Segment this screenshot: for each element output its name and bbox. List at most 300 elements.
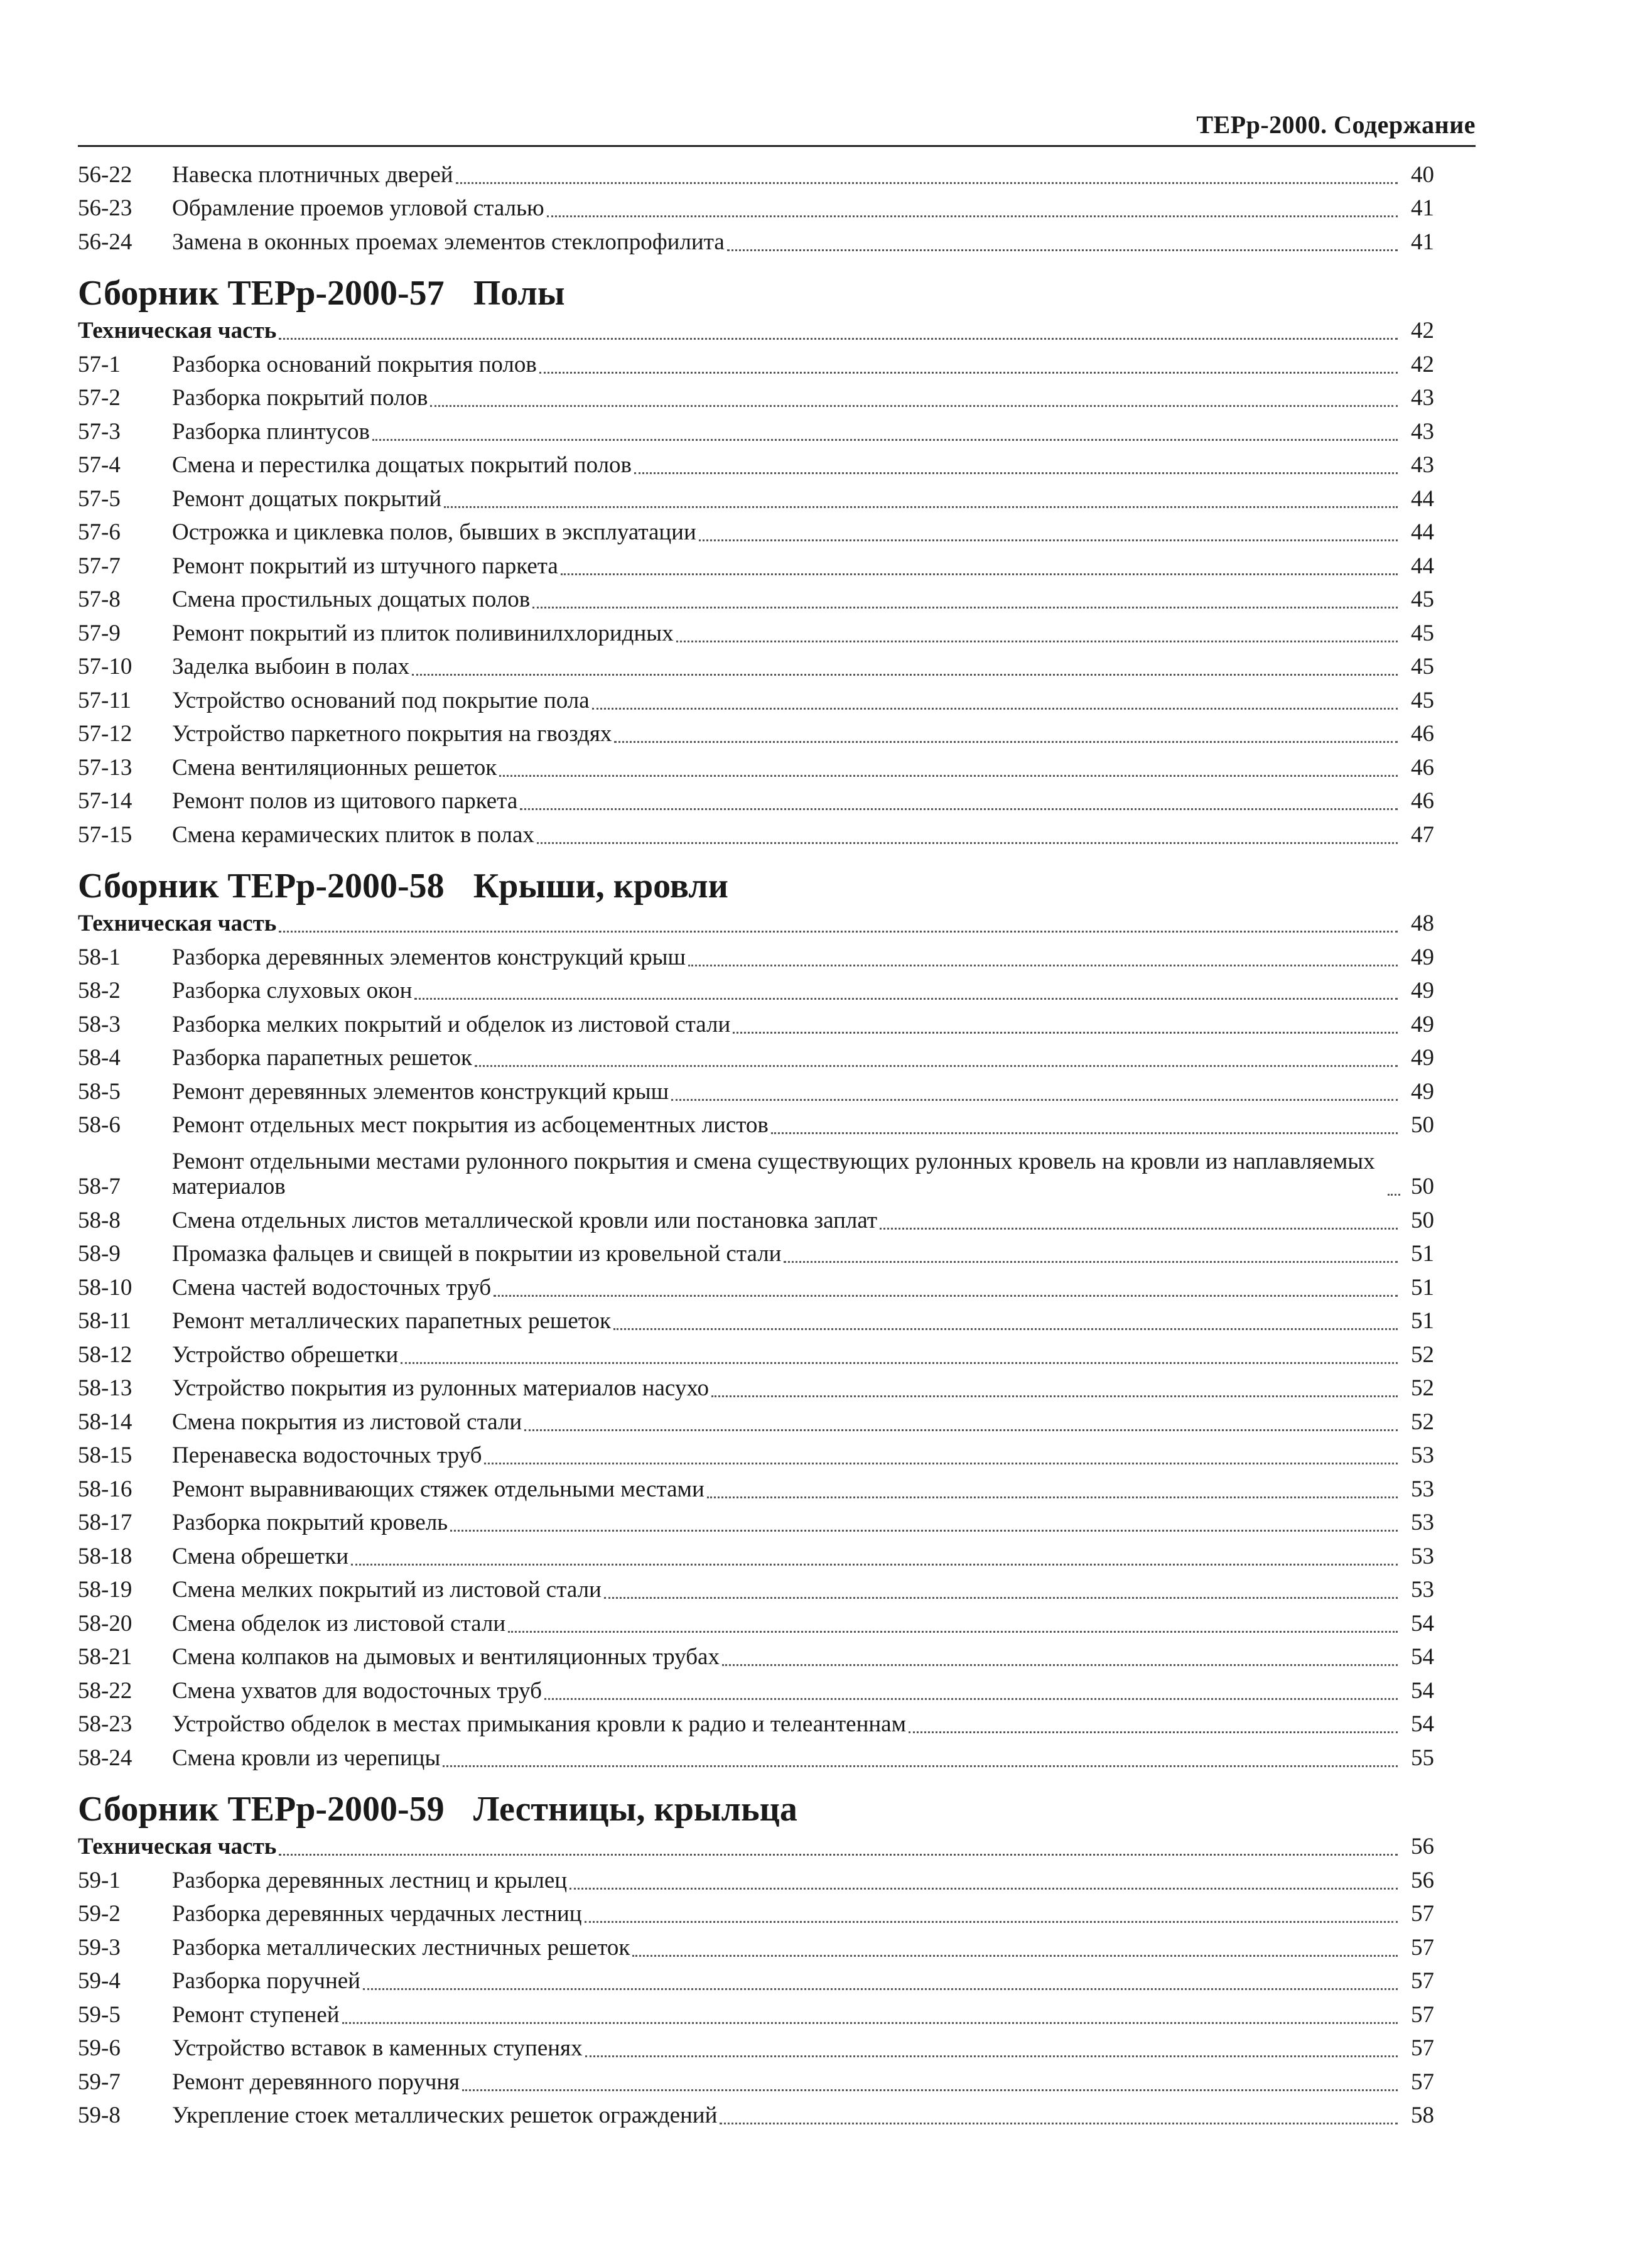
entry-page-number: 44 [1411, 553, 1434, 579]
entry-page-number: 52 [1411, 1409, 1434, 1435]
toc-entry[interactable] [78, 939, 1434, 973]
entry-number: 57-13 [78, 754, 132, 781]
toc-entry[interactable] [78, 191, 1434, 225]
entry-page-number: 55 [1411, 1745, 1434, 1771]
entry-number: 58-2 [78, 978, 121, 1004]
entry-page-number: 52 [1411, 1341, 1434, 1368]
entry-body [172, 755, 1434, 784]
dot-leader [634, 472, 1398, 474]
entry-page-number: 44 [1411, 519, 1434, 546]
dot-leader [414, 998, 1398, 1000]
dot-leader [494, 1295, 1398, 1297]
dot-leader [720, 2123, 1398, 2124]
entry-page-number: 49 [1411, 1045, 1434, 1071]
entry-title: Укрепление стоек металлических решеток ограждений [172, 2102, 718, 2129]
dot-leader [401, 1362, 1398, 1364]
toc-entry[interactable] [78, 381, 1434, 414]
dot-leader [444, 506, 1398, 508]
entry-number: 59-6 [78, 2035, 121, 2062]
entry-page-number: 43 [1411, 418, 1434, 445]
dot-leader [784, 1261, 1398, 1263]
entry-page-number: 53 [1411, 1543, 1434, 1569]
toc-entry[interactable] [78, 1640, 1434, 1674]
entry-body [172, 1868, 1434, 1896]
entry-page-number: 46 [1411, 754, 1434, 781]
toc-entry[interactable] [78, 448, 1434, 482]
dot-leader [547, 215, 1398, 217]
entry-title: Ремонт ступеней [172, 2001, 340, 2028]
entry-body [172, 1149, 1434, 1203]
entry-title: Смена колпаков на дымовых и вентиляционных трубах [172, 1644, 720, 1670]
toc-entry[interactable] [78, 1007, 1434, 1041]
entry-number: 59-1 [78, 1867, 121, 1893]
technical-part-entry[interactable] [78, 1829, 1434, 1863]
dot-leader [570, 1888, 1398, 1890]
dot-leader [585, 2055, 1398, 2057]
entry-body [172, 654, 1434, 683]
dot-leader [456, 182, 1398, 184]
entry-title: Ремонт деревянного поручня [172, 2069, 460, 2095]
entry-page-number: 51 [1411, 1241, 1434, 1267]
dot-leader [592, 708, 1398, 710]
dot-leader [539, 372, 1398, 374]
toc-entry[interactable] [78, 1606, 1434, 1640]
entry-title: Разборка плинтусов [172, 418, 370, 445]
toc-entry[interactable] [78, 717, 1434, 750]
entry-body [78, 1834, 1434, 1863]
entry-number: 59-4 [78, 1968, 121, 1994]
entry-title: Разборка деревянных лестниц и крылец [172, 1867, 568, 1893]
entry-number: 59-2 [78, 1901, 121, 1927]
section-code: Сборник ТЕРр-2000-57 [78, 273, 445, 313]
entry-title: Разборка парапетных решеток [172, 1045, 472, 1071]
entry-body [172, 1309, 1434, 1337]
entry-title: Смена мелких покрытий из листовой стали [172, 1577, 602, 1603]
entry-body [172, 554, 1434, 582]
dot-leader [499, 775, 1398, 777]
entry-title: Ремонт отдельными местами рулонного покрытия и смена существующих рулонных кровель на кровли из наплавляемых материалов [172, 1148, 1375, 1200]
toc-entry[interactable] [78, 1863, 1434, 1896]
entry-body [172, 1012, 1434, 1041]
dot-leader [1388, 1194, 1400, 1196]
entry-body [172, 1477, 1434, 1505]
entry-title: Ремонт деревянных элементов конструкций крыш [172, 1078, 669, 1105]
entry-page-number: 57 [1411, 1901, 1434, 1927]
entry-title: Смена обрешетки [172, 1543, 349, 1569]
toc-entry[interactable] [78, 414, 1434, 448]
entry-number: 58-11 [78, 1308, 131, 1334]
entry-page-number: 57 [1411, 2001, 1434, 2028]
entry-page-number: 54 [1411, 1711, 1434, 1738]
entry-page-number: 44 [1411, 485, 1434, 512]
section-name: Полы [473, 273, 565, 313]
entry-title: Ремонт покрытий из плиток поливинилхлоридных [172, 620, 674, 646]
toc-entry[interactable] [78, 1673, 1434, 1707]
toc-entry[interactable] [78, 582, 1434, 616]
toc-entry[interactable] [78, 1141, 1434, 1203]
entry-body [172, 163, 1434, 191]
toc-entry[interactable] [78, 1236, 1434, 1270]
entry-page-number: 43 [1411, 452, 1434, 479]
entry-title: Ремонт металлических парапетных решеток [172, 1308, 611, 1334]
technical-part-entry[interactable] [78, 313, 1434, 347]
entry-title: Разборка металлических лестничных решеток [172, 1934, 630, 1961]
toc-entry[interactable] [78, 1041, 1434, 1074]
entry-page-number: 46 [1411, 788, 1434, 814]
entry-body [172, 352, 1434, 381]
entry-body [172, 1611, 1434, 1640]
toc-entry[interactable] [78, 548, 1434, 582]
entry-title: Ремонт выравнивающих стяжек отдельными местами [172, 1476, 705, 1502]
toc-entry[interactable] [78, 1108, 1434, 1142]
dot-leader [699, 539, 1398, 541]
entry-number: 58-16 [78, 1476, 132, 1502]
entry-title: Ремонт дощатых покрытий [172, 485, 442, 512]
toc-entry[interactable] [78, 1074, 1434, 1108]
entry-page-number: 56 [1411, 1867, 1434, 1893]
entry-body [172, 386, 1434, 414]
entry-number: 58-13 [78, 1375, 132, 1402]
entry-title: Разборка деревянных чердачных лестниц [172, 1901, 582, 1927]
entry-body [172, 1113, 1434, 1141]
entry-page-number: 53 [1411, 1476, 1434, 1502]
entry-title: Ремонт полов из щитового паркета [172, 788, 518, 814]
entry-page-number: 54 [1411, 1644, 1434, 1670]
toc-entry[interactable] [78, 615, 1434, 649]
entry-page-number: 48 [1411, 911, 1434, 937]
entry-number: 57-8 [78, 587, 121, 613]
section-name: Лестницы, крыльца [473, 1789, 797, 1829]
section-heading [78, 258, 1434, 313]
entry-body [172, 520, 1434, 548]
entry-number: 59-5 [78, 2001, 121, 2028]
entry-body [172, 1410, 1434, 1438]
entry-number: 58-22 [78, 1677, 132, 1704]
entry-body [172, 1242, 1434, 1270]
entry-number: 59-8 [78, 2102, 121, 2129]
entry-page-number: 41 [1411, 229, 1434, 255]
dot-leader [771, 1132, 1398, 1134]
entry-number: 56-22 [78, 161, 132, 188]
entry-number: 58-3 [78, 1011, 121, 1037]
entry-page-number: 52 [1411, 1375, 1434, 1402]
entry-body [172, 230, 1434, 258]
toc-entry[interactable] [78, 1203, 1434, 1236]
entry-number: 57-9 [78, 620, 121, 646]
entry-title: Навеска плотничных дверей [172, 161, 453, 188]
entry-page-number: 49 [1411, 1078, 1434, 1105]
toc-entry[interactable] [78, 1930, 1434, 1964]
entry-number: 58-18 [78, 1543, 132, 1569]
entry-body [172, 621, 1434, 649]
table-of-contents [78, 157, 1434, 2131]
dot-leader [351, 1564, 1398, 1566]
toc-entry[interactable] [78, 1337, 1434, 1371]
entry-body [172, 2003, 1434, 2031]
entry-number: 58-10 [78, 1274, 132, 1301]
entry-body [78, 911, 1434, 939]
entry-body [172, 945, 1434, 973]
entry-page-number: 54 [1411, 1610, 1434, 1637]
dot-leader [880, 1228, 1398, 1230]
toc-entry[interactable] [78, 750, 1434, 784]
toc-entry[interactable] [78, 2064, 1434, 2098]
toc-entry[interactable] [78, 1964, 1434, 1998]
entry-page-number: 43 [1411, 385, 1434, 411]
entry-number: 57-15 [78, 821, 132, 848]
dot-leader [614, 741, 1398, 743]
entry-title: Устройство оснований под покрытие пола [172, 687, 590, 713]
toc-entry[interactable] [78, 157, 1434, 191]
entry-number: 58-9 [78, 1241, 121, 1267]
entry-body [172, 1645, 1434, 1673]
entry-page-number: 57 [1411, 1934, 1434, 1961]
entry-body [172, 688, 1434, 717]
entry-title: Ремонт покрытий из штучного паркета [172, 553, 558, 579]
toc-entry[interactable] [78, 1404, 1434, 1438]
entry-number: 57-10 [78, 654, 132, 680]
section-heading [78, 851, 1434, 906]
entry-number: 57-3 [78, 418, 121, 445]
entry-title: Заделка выбоин в полах [172, 654, 410, 680]
header-title: ТЕРр-2000. Содержание [1196, 111, 1476, 139]
entry-body [172, 1208, 1434, 1236]
entry-title: Смена отдельных листов металлической кровли или постановка заплат [172, 1207, 878, 1233]
entry-title: Смена частей водосточных труб [172, 1274, 492, 1301]
dot-leader [909, 1731, 1398, 1733]
dot-leader [711, 1395, 1398, 1397]
toc-entry[interactable] [78, 683, 1434, 717]
section-name: Крыши, кровли [473, 866, 728, 906]
entry-number: 57-2 [78, 385, 121, 411]
entry-page-number: 47 [1411, 821, 1434, 848]
entry-body [172, 823, 1434, 851]
toc-entry[interactable] [78, 1707, 1434, 1741]
entry-title: Обрамление проемов угловой сталью [172, 195, 544, 222]
dot-leader [722, 1664, 1398, 1666]
toc-entry[interactable] [78, 2098, 1434, 2132]
dot-leader [671, 1099, 1398, 1101]
entry-page-number: 41 [1411, 195, 1434, 222]
entry-title: Ремонт отдельных мест покрытия из асбоцементных листов [172, 1112, 769, 1139]
toc-entry[interactable] [78, 1471, 1434, 1505]
toc-entry[interactable] [78, 1572, 1434, 1606]
entry-number: 58-12 [78, 1341, 132, 1368]
toc-entry[interactable] [78, 1740, 1434, 1774]
entry-number: 58-7 [78, 1174, 121, 1200]
entry-number: 58-6 [78, 1112, 121, 1139]
dot-leader [632, 1955, 1398, 1957]
dot-leader [443, 1765, 1398, 1767]
toc-entry[interactable] [78, 1997, 1434, 2031]
toc-entry[interactable] [78, 1304, 1434, 1338]
entry-number: 57-5 [78, 485, 121, 512]
entry-title: Разборка мелких покрытий и обделок из листовой стали [172, 1011, 731, 1037]
entry-title: Замена в оконных проемах элементов стеклопрофилита [172, 229, 725, 255]
entry-title: Смена керамических плиток в полах [172, 821, 534, 848]
dot-leader [412, 674, 1398, 676]
dot-leader [475, 1065, 1398, 1067]
entry-page-number: 56 [1411, 1834, 1434, 1860]
entry-page-number: 42 [1411, 318, 1434, 344]
entry-body [172, 1544, 1434, 1572]
toc-entry[interactable] [78, 817, 1434, 851]
entry-body [172, 1275, 1434, 1304]
entry-title: Промазка фальцев и свищей в покрытии из кровельной стали [172, 1241, 782, 1267]
dot-leader [733, 1032, 1398, 1034]
dot-leader [727, 249, 1398, 251]
entry-title: Разборка покрытий полов [172, 385, 428, 411]
toc-entry[interactable] [78, 2031, 1434, 2065]
toc-section [78, 851, 1434, 1774]
entry-body [172, 1510, 1434, 1539]
entry-body [78, 318, 1434, 347]
entry-body [172, 722, 1434, 750]
entry-number: 57-7 [78, 553, 121, 579]
toc-entry[interactable] [78, 1505, 1434, 1539]
entry-page-number: 53 [1411, 1577, 1434, 1603]
entry-page-number: 45 [1411, 654, 1434, 680]
dot-leader [430, 405, 1398, 407]
entry-number: 57-12 [78, 721, 132, 747]
entry-body [172, 1443, 1434, 1471]
dot-leader [561, 573, 1398, 575]
entry-number: 58-21 [78, 1644, 132, 1670]
dot-leader [279, 1854, 1398, 1856]
entry-title: Разборка оснований покрытия полов [172, 351, 537, 377]
toc-section [78, 258, 1434, 851]
dot-leader [342, 2022, 1398, 2024]
entry-title: Смена ухватов для водосточных труб [172, 1677, 542, 1704]
toc-entry[interactable] [78, 1896, 1434, 1930]
toc-entry[interactable] [78, 515, 1434, 549]
entry-number: 57-14 [78, 788, 132, 814]
entry-number: 58-1 [78, 944, 121, 970]
dot-leader [279, 931, 1398, 933]
entry-body [172, 1935, 1434, 1964]
entry-title: Разборка деревянных элементов конструкций крыш [172, 944, 686, 970]
dot-leader [450, 1530, 1398, 1532]
entry-title: Разборка покрытий кровель [172, 1510, 448, 1536]
entry-number: 58-14 [78, 1409, 132, 1435]
toc-entry[interactable] [78, 973, 1434, 1007]
toc-entry[interactable] [78, 1438, 1434, 1472]
entry-page-number: 49 [1411, 978, 1434, 1004]
entry-page-number: 58 [1411, 2102, 1434, 2129]
entry-title: Устройство вставок в каменных ступенях [172, 2035, 583, 2062]
entry-body [172, 196, 1434, 224]
entry-title: Смена простильных дощатых полов [172, 587, 531, 613]
entry-body [172, 1969, 1434, 1997]
entry-title: Техническая часть [78, 911, 277, 937]
dot-leader [613, 1328, 1398, 1330]
entry-page-number: 50 [1411, 1174, 1434, 1200]
entry-number: 57-1 [78, 351, 121, 377]
entry-body [172, 487, 1434, 515]
toc-section [78, 157, 1434, 258]
entry-page-number: 51 [1411, 1274, 1434, 1301]
section-heading [78, 1774, 1434, 1829]
dot-leader [524, 1429, 1398, 1431]
entry-title: Устройство паркетного покрытия на гвоздях [172, 721, 612, 747]
dot-leader [585, 1921, 1398, 1923]
entry-body [172, 587, 1434, 615]
entry-title: Техническая часть [78, 318, 277, 344]
toc-entry[interactable] [78, 1371, 1434, 1405]
technical-part-entry[interactable] [78, 906, 1434, 940]
toc-entry[interactable] [78, 347, 1434, 381]
entry-number: 58-20 [78, 1610, 132, 1637]
entry-title: Разборка поручней [172, 1968, 360, 1994]
dot-leader [363, 1988, 1398, 1990]
dot-leader [279, 338, 1398, 340]
entry-page-number: 54 [1411, 1677, 1434, 1704]
entry-number: 58-17 [78, 1510, 132, 1536]
entry-page-number: 49 [1411, 1011, 1434, 1037]
entry-number: 58-23 [78, 1711, 132, 1738]
section-code: Сборник ТЕРр-2000-58 [78, 866, 445, 906]
entry-title: Смена обделок из листовой стали [172, 1610, 506, 1637]
entry-body [172, 1079, 1434, 1108]
toc-entry[interactable] [78, 649, 1434, 683]
entry-title: Смена кровли из черепицы [172, 1745, 441, 1771]
entry-number: 59-3 [78, 1934, 121, 1961]
dot-leader [484, 1463, 1398, 1464]
entry-body [172, 2036, 1434, 2064]
entry-page-number: 40 [1411, 161, 1434, 188]
entry-title: Перенавеска водосточных труб [172, 1442, 482, 1469]
entry-title: Устройство покрытия из рулонных материалов насухо [172, 1375, 709, 1402]
dot-leader [604, 1597, 1398, 1599]
entry-page-number: 53 [1411, 1510, 1434, 1536]
entry-body [172, 1679, 1434, 1707]
entry-number: 58-4 [78, 1045, 121, 1071]
entry-body [172, 1046, 1434, 1074]
toc-entry[interactable] [78, 1539, 1434, 1572]
entry-title: Смена и перестилка дощатых покрытий полов [172, 452, 632, 479]
entry-number: 59-7 [78, 2069, 121, 2095]
entry-body [172, 1343, 1434, 1371]
entry-body [172, 978, 1434, 1007]
dot-leader [532, 607, 1398, 609]
entry-number: 57-6 [78, 519, 121, 546]
entry-page-number: 46 [1411, 721, 1434, 747]
entry-body [172, 1376, 1434, 1404]
dot-leader [372, 439, 1398, 441]
dot-leader [520, 808, 1398, 810]
entry-page-number: 45 [1411, 620, 1434, 646]
entry-title: Смена покрытия из листовой стали [172, 1409, 522, 1435]
entry-body [172, 1712, 1434, 1740]
toc-entry[interactable] [78, 224, 1434, 258]
dot-leader [688, 965, 1398, 966]
entry-title: Острожка и циклевка полов, бывших в эксплуатации [172, 519, 696, 546]
entry-body [172, 1902, 1434, 1930]
dot-leader [537, 842, 1398, 844]
page-header [78, 110, 1476, 147]
entry-page-number: 57 [1411, 1968, 1434, 1994]
toc-entry[interactable] [78, 1270, 1434, 1304]
dot-leader [707, 1496, 1398, 1498]
entry-page-number: 57 [1411, 2069, 1434, 2095]
entry-body [172, 1577, 1434, 1606]
entry-body [172, 1746, 1434, 1774]
toc-entry[interactable] [78, 481, 1434, 515]
dot-leader [676, 641, 1398, 642]
entry-number: 58-8 [78, 1207, 121, 1233]
toc-entry[interactable] [78, 784, 1434, 818]
entry-number: 57-11 [78, 687, 131, 713]
